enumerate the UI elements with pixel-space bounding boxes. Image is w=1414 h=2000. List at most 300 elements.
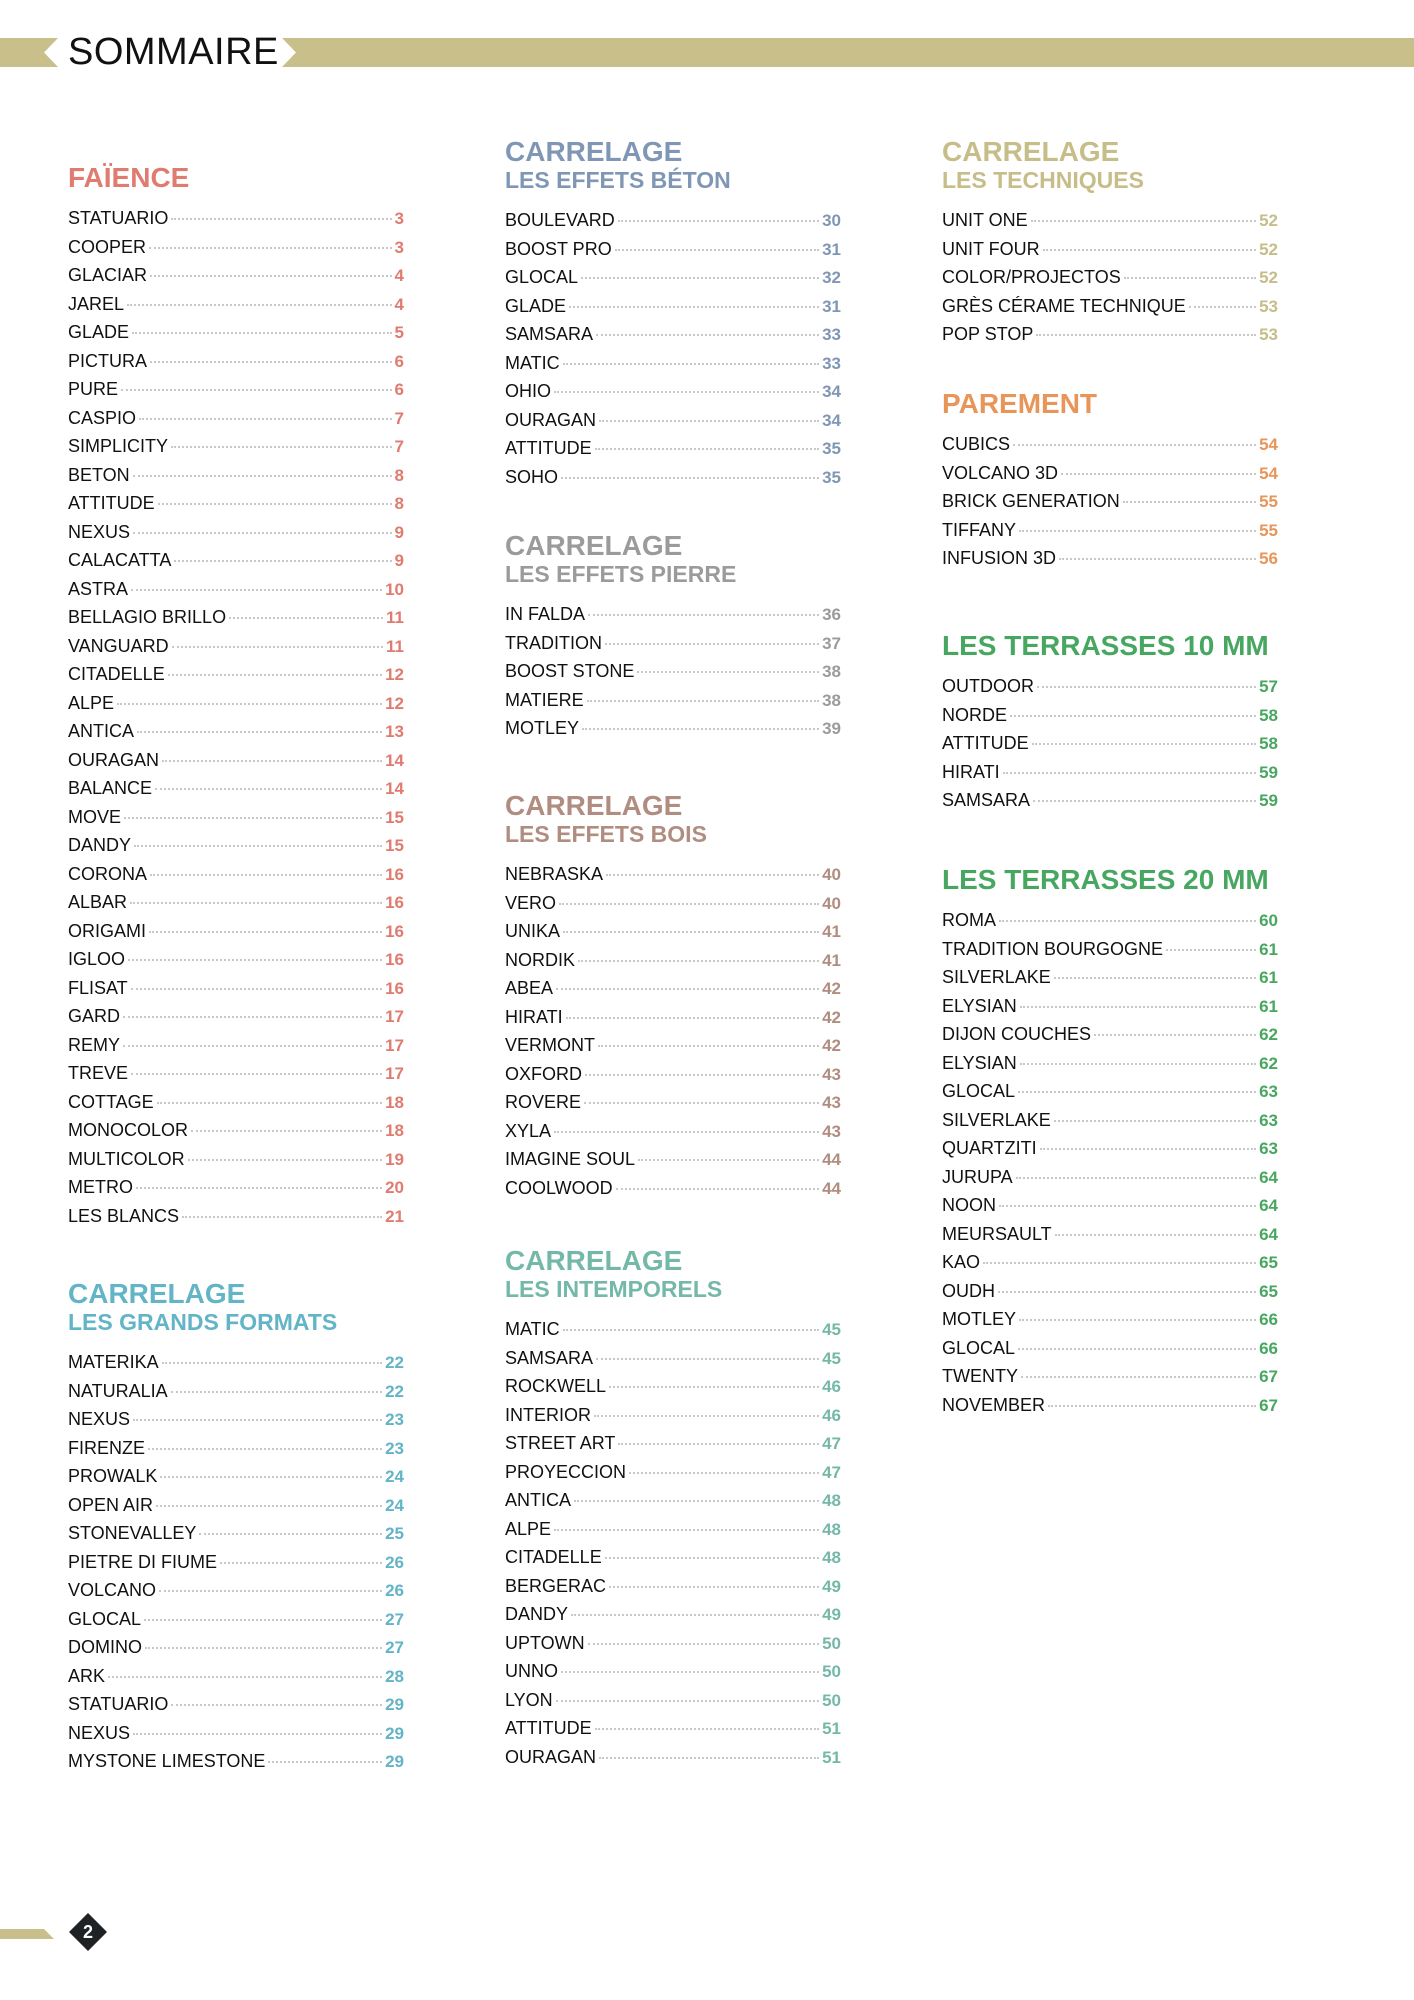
dot-leader bbox=[594, 1415, 819, 1417]
toc-entry[interactable] bbox=[68, 1059, 404, 1088]
toc-entry[interactable] bbox=[68, 1202, 404, 1231]
entry-page: 22 bbox=[385, 1353, 404, 1372]
entry-name: BALANCE bbox=[68, 778, 153, 798]
entry-name: XYLA bbox=[505, 1120, 552, 1141]
toc-entry[interactable] bbox=[942, 1106, 1278, 1135]
toc-entry[interactable] bbox=[68, 746, 404, 775]
toc-entry[interactable] bbox=[68, 1548, 404, 1577]
footer-bar bbox=[0, 1929, 56, 1939]
toc-entry[interactable] bbox=[942, 206, 1278, 235]
toc-entry[interactable] bbox=[942, 263, 1278, 292]
toc-entry[interactable] bbox=[505, 1429, 841, 1458]
toc-entry[interactable] bbox=[68, 1747, 404, 1776]
toc-entry[interactable] bbox=[68, 1690, 404, 1719]
entry-page: 49 bbox=[822, 1605, 841, 1624]
toc-entry[interactable] bbox=[68, 1633, 404, 1662]
toc-entry[interactable] bbox=[505, 860, 841, 889]
entry-name: DIJON COUCHES bbox=[942, 1024, 1092, 1044]
entry-page: 19 bbox=[385, 1149, 404, 1169]
dot-leader bbox=[172, 646, 383, 648]
toc-entry[interactable] bbox=[942, 292, 1278, 321]
entry-name: ALBAR bbox=[68, 892, 128, 912]
toc-entry[interactable] bbox=[505, 1315, 841, 1344]
entry-page: 59 bbox=[1259, 791, 1278, 810]
toc-entry[interactable] bbox=[505, 463, 841, 492]
toc-entry[interactable] bbox=[68, 689, 404, 718]
entry-page: 52 bbox=[1259, 239, 1278, 259]
entry-page: 61 bbox=[1259, 996, 1278, 1016]
dot-leader bbox=[149, 931, 382, 933]
toc-entry[interactable] bbox=[505, 889, 841, 918]
dot-leader bbox=[618, 220, 819, 222]
entry-name: BOULEVARD bbox=[505, 210, 615, 230]
toc-entry[interactable] bbox=[505, 1344, 841, 1373]
dot-leader bbox=[563, 931, 819, 933]
entry-page: 29 bbox=[385, 1723, 404, 1743]
dot-leader bbox=[182, 1216, 382, 1218]
toc-entry[interactable] bbox=[68, 575, 404, 604]
toc-entry[interactable] bbox=[942, 906, 1278, 935]
toc-entry[interactable] bbox=[505, 1372, 841, 1401]
toc-entry[interactable] bbox=[942, 487, 1278, 516]
toc-entry[interactable] bbox=[505, 946, 841, 975]
toc-entry[interactable] bbox=[68, 489, 404, 518]
dot-leader bbox=[561, 1671, 819, 1673]
toc-entry[interactable] bbox=[942, 1334, 1278, 1363]
toc-entry[interactable] bbox=[68, 603, 404, 632]
dot-leader bbox=[637, 671, 819, 673]
dot-leader bbox=[156, 1505, 382, 1507]
entry-name: ATTITUDE bbox=[505, 1718, 592, 1738]
entry-page: 42 bbox=[822, 1007, 841, 1027]
dot-leader bbox=[1054, 977, 1256, 979]
entry-page: 17 bbox=[385, 1007, 404, 1026]
toc-entry[interactable] bbox=[942, 1191, 1278, 1220]
toc-entry[interactable] bbox=[68, 1405, 404, 1434]
dot-leader bbox=[983, 1262, 1256, 1264]
toc-entry[interactable] bbox=[505, 1543, 841, 1572]
toc-entry[interactable] bbox=[942, 992, 1278, 1021]
entry-page: 51 bbox=[822, 1719, 841, 1738]
entry-page: 63 bbox=[1259, 1139, 1278, 1158]
toc-entry[interactable] bbox=[505, 1657, 841, 1686]
entry-name: ABEA bbox=[505, 978, 554, 998]
entry-page: 40 bbox=[822, 893, 841, 913]
entry-name: OURAGAN bbox=[505, 409, 597, 430]
toc-entry[interactable] bbox=[505, 1458, 841, 1487]
dot-leader bbox=[578, 960, 819, 962]
dot-leader bbox=[132, 332, 392, 334]
entry-name: BRICK GENERATION bbox=[942, 491, 1120, 511]
toc-entry[interactable] bbox=[68, 461, 404, 490]
dot-leader bbox=[150, 874, 382, 876]
entry-name: UNIKA bbox=[505, 921, 561, 941]
toc-entry[interactable] bbox=[68, 1662, 404, 1691]
dot-leader bbox=[618, 1443, 819, 1445]
page-title: SOMMAIRE bbox=[68, 31, 279, 73]
entry-name: OUTDOOR bbox=[942, 676, 1034, 696]
toc-entry[interactable] bbox=[505, 320, 841, 349]
toc-entry[interactable] bbox=[68, 774, 404, 803]
toc-entry[interactable] bbox=[942, 1220, 1278, 1249]
toc-entry[interactable] bbox=[68, 1605, 404, 1634]
entry-page: 61 bbox=[1259, 968, 1278, 987]
dot-leader bbox=[220, 1562, 382, 1564]
toc-entry[interactable] bbox=[68, 831, 404, 860]
dot-leader bbox=[588, 614, 819, 616]
toc-entry[interactable] bbox=[942, 1163, 1278, 1192]
dot-leader bbox=[616, 1188, 819, 1190]
toc-entry[interactable] bbox=[942, 430, 1278, 459]
toc-entry[interactable] bbox=[68, 261, 404, 290]
toc-entry[interactable] bbox=[942, 1391, 1278, 1420]
dot-leader bbox=[1036, 334, 1256, 336]
entry-page: 46 bbox=[822, 1405, 841, 1425]
toc-entry[interactable] bbox=[942, 1020, 1278, 1049]
dot-leader bbox=[561, 477, 819, 479]
toc-entry[interactable] bbox=[68, 860, 404, 889]
toc-entry[interactable] bbox=[942, 1248, 1278, 1277]
dot-leader bbox=[1123, 501, 1256, 503]
toc-entry[interactable] bbox=[942, 1362, 1278, 1391]
entry-name: ALPE bbox=[505, 1518, 552, 1539]
entry-page: 60 bbox=[1259, 911, 1278, 930]
dot-leader bbox=[584, 1102, 819, 1104]
toc-entry[interactable] bbox=[505, 600, 841, 629]
toc-entry[interactable] bbox=[505, 1515, 841, 1544]
entry-page: 63 bbox=[1259, 1110, 1278, 1130]
toc-entry[interactable] bbox=[505, 406, 841, 435]
dot-leader bbox=[128, 959, 382, 961]
toc-entry[interactable] bbox=[505, 1714, 841, 1743]
dot-leader bbox=[1124, 277, 1256, 279]
entry-page: 43 bbox=[822, 1064, 841, 1084]
toc-entry[interactable] bbox=[68, 974, 404, 1003]
entry-name: SIMPLICITY bbox=[68, 436, 169, 456]
section-subheading: LES EFFETS BÉTON bbox=[505, 167, 731, 193]
entry-page: 48 bbox=[822, 1548, 841, 1567]
entry-page: 29 bbox=[385, 1695, 404, 1714]
entry-page: 64 bbox=[1259, 1167, 1278, 1187]
toc-entry[interactable] bbox=[68, 518, 404, 547]
entry-name: COTTAGE bbox=[68, 1091, 154, 1112]
toc-entry[interactable] bbox=[505, 1572, 841, 1601]
entry-page: 55 bbox=[1259, 492, 1278, 511]
toc-entry[interactable] bbox=[505, 1031, 841, 1060]
dot-leader bbox=[133, 532, 392, 534]
toc-entry[interactable] bbox=[505, 629, 841, 658]
dot-leader bbox=[606, 874, 819, 876]
toc-entry[interactable] bbox=[68, 1116, 404, 1145]
entry-page: 59 bbox=[1259, 762, 1278, 782]
dot-leader bbox=[554, 391, 819, 393]
entry-name: OXFORD bbox=[505, 1063, 583, 1084]
dot-leader bbox=[585, 1074, 819, 1076]
toc-entry[interactable] bbox=[505, 1174, 841, 1203]
toc-entry[interactable] bbox=[68, 1088, 404, 1117]
dot-leader bbox=[571, 1614, 819, 1616]
entry-name: DANDY bbox=[68, 835, 132, 855]
toc-entry[interactable] bbox=[942, 758, 1278, 787]
entry-page: 50 bbox=[822, 1662, 841, 1681]
entry-name: BOOST PRO bbox=[505, 238, 612, 259]
entry-page: 56 bbox=[1259, 549, 1278, 568]
entry-name: OPEN AIR bbox=[68, 1494, 154, 1515]
toc-entry[interactable] bbox=[68, 1434, 404, 1463]
toc-entry[interactable] bbox=[68, 717, 404, 746]
toc-entry[interactable] bbox=[505, 263, 841, 292]
toc-entry[interactable] bbox=[68, 404, 404, 433]
entry-page: 12 bbox=[385, 665, 404, 684]
toc-entry[interactable] bbox=[942, 935, 1278, 964]
entry-page: 66 bbox=[1259, 1310, 1278, 1329]
toc-entry[interactable] bbox=[68, 1377, 404, 1406]
dot-leader bbox=[123, 1016, 382, 1018]
dot-leader bbox=[556, 1700, 819, 1702]
entry-page: 38 bbox=[822, 662, 841, 681]
entry-name: GLOCAL bbox=[505, 267, 579, 287]
toc-entry[interactable] bbox=[68, 1462, 404, 1491]
toc-entry[interactable] bbox=[505, 1743, 841, 1772]
dot-leader bbox=[1032, 743, 1256, 745]
entry-name: KAO bbox=[942, 1252, 981, 1272]
entry-page: 43 bbox=[822, 1093, 841, 1112]
entry-name: CITADELLE bbox=[505, 1547, 602, 1567]
entry-page: 67 bbox=[1259, 1367, 1278, 1386]
toc-entry[interactable] bbox=[505, 1060, 841, 1089]
toc-entry[interactable] bbox=[68, 1145, 404, 1174]
toc-entry[interactable] bbox=[505, 1003, 841, 1032]
entry-name: OUDH bbox=[942, 1280, 995, 1301]
toc-entry[interactable] bbox=[68, 1576, 404, 1605]
toc-entry[interactable] bbox=[68, 660, 404, 689]
entry-list bbox=[68, 1348, 404, 1776]
toc-entry[interactable] bbox=[942, 544, 1278, 573]
toc-entry[interactable] bbox=[68, 917, 404, 946]
entry-name: GARD bbox=[68, 1006, 121, 1026]
entry-name: ALPE bbox=[68, 692, 115, 713]
toc-entry[interactable] bbox=[68, 546, 404, 575]
toc-entry[interactable] bbox=[68, 204, 404, 233]
toc-entry[interactable] bbox=[68, 945, 404, 974]
entry-name: SILVERLAKE bbox=[942, 1109, 1051, 1130]
entry-name: HIRATI bbox=[942, 761, 1000, 782]
toc-entry[interactable] bbox=[505, 714, 841, 743]
section-heading: LES TERRASSES 10 MM bbox=[942, 630, 1269, 661]
entry-page: 6 bbox=[394, 380, 404, 399]
toc-entry[interactable] bbox=[68, 1002, 404, 1031]
entry-page: 62 bbox=[1259, 1053, 1278, 1073]
toc-entry[interactable] bbox=[505, 1629, 841, 1658]
entry-name: ELYSIAN bbox=[942, 995, 1017, 1016]
dot-leader bbox=[599, 1757, 819, 1759]
toc-entry[interactable] bbox=[505, 974, 841, 1003]
toc-entry[interactable] bbox=[942, 1277, 1278, 1306]
entry-name: MATERIKA bbox=[68, 1352, 159, 1372]
entry-name: PURE bbox=[68, 379, 119, 399]
toc-entry[interactable] bbox=[68, 318, 404, 347]
toc-entry[interactable] bbox=[505, 917, 841, 946]
toc-entry[interactable] bbox=[505, 1088, 841, 1117]
dot-leader bbox=[199, 1533, 382, 1535]
entry-name: OHIO bbox=[505, 381, 552, 401]
dot-leader bbox=[629, 1472, 819, 1474]
toc-entry[interactable] bbox=[68, 233, 404, 262]
entry-name: SOHO bbox=[505, 466, 559, 487]
section-subheading: LES TECHNIQUES bbox=[942, 167, 1144, 193]
entry-page: 3 bbox=[394, 209, 404, 228]
entry-page: 64 bbox=[1259, 1224, 1278, 1244]
page-number: 2 bbox=[82, 1922, 93, 1942]
toc-entry[interactable] bbox=[68, 347, 404, 376]
entry-name: PROYECCION bbox=[505, 1461, 627, 1482]
entry-page: 38 bbox=[822, 690, 841, 710]
entry-name: DOMINO bbox=[68, 1637, 142, 1657]
toc-entry[interactable] bbox=[505, 377, 841, 406]
entry-page: 44 bbox=[822, 1178, 841, 1198]
entry-name: MYSTONE LIMESTONE bbox=[68, 1751, 266, 1771]
entry-name: CITADELLE bbox=[68, 664, 165, 684]
dot-leader bbox=[574, 1500, 819, 1502]
entry-list bbox=[505, 206, 841, 491]
entry-page: 51 bbox=[822, 1747, 841, 1767]
section-heading: LES TERRASSES 20 MM bbox=[942, 864, 1269, 895]
toc-entry[interactable] bbox=[942, 320, 1278, 349]
toc-entry[interactable] bbox=[505, 235, 841, 264]
toc-entry[interactable] bbox=[505, 349, 841, 378]
dot-leader bbox=[131, 988, 382, 990]
toc-entry[interactable] bbox=[942, 701, 1278, 730]
toc-entry[interactable] bbox=[505, 1401, 841, 1430]
toc-entry[interactable] bbox=[68, 375, 404, 404]
entry-name: MULTICOLOR bbox=[68, 1148, 185, 1169]
entry-page: 42 bbox=[822, 979, 841, 998]
entry-name: VERMONT bbox=[505, 1035, 595, 1055]
toc-entry[interactable] bbox=[942, 1134, 1278, 1163]
entry-name: ELYSIAN bbox=[942, 1052, 1017, 1073]
dot-leader bbox=[159, 1590, 382, 1592]
toc-entry[interactable] bbox=[505, 292, 841, 321]
toc-entry[interactable] bbox=[942, 235, 1278, 264]
toc-entry[interactable] bbox=[505, 1686, 841, 1715]
entry-name: VERO bbox=[505, 892, 557, 913]
toc-entry[interactable] bbox=[68, 803, 404, 832]
entry-name: ROMA bbox=[942, 910, 996, 930]
toc-entry[interactable] bbox=[505, 1117, 841, 1146]
dot-leader bbox=[554, 1529, 819, 1531]
section-heading: CARRELAGE bbox=[68, 1278, 246, 1309]
dot-leader bbox=[133, 1419, 382, 1421]
toc-entry[interactable] bbox=[68, 1719, 404, 1748]
toc-entry[interactable] bbox=[942, 786, 1278, 815]
entry-name: INFUSION 3D bbox=[942, 548, 1057, 568]
entry-page: 15 bbox=[385, 807, 404, 827]
toc-entry[interactable] bbox=[942, 516, 1278, 545]
toc-entry[interactable] bbox=[942, 1049, 1278, 1078]
dot-leader bbox=[581, 277, 819, 279]
entry-name: VANGUARD bbox=[68, 635, 169, 656]
dot-leader bbox=[130, 902, 382, 904]
toc-entry[interactable] bbox=[68, 1519, 404, 1548]
toc-entry[interactable] bbox=[942, 729, 1278, 758]
dot-leader bbox=[1020, 1063, 1256, 1065]
toc-entry[interactable] bbox=[505, 434, 841, 463]
entry-list bbox=[505, 860, 841, 1202]
entry-page: 32 bbox=[822, 268, 841, 287]
entry-name: QUARTZITI bbox=[942, 1138, 1037, 1158]
dot-leader bbox=[268, 1761, 382, 1763]
dot-leader bbox=[609, 1586, 819, 1588]
entry-page: 4 bbox=[394, 266, 404, 285]
dot-leader bbox=[563, 1329, 819, 1331]
toc-entry[interactable] bbox=[68, 632, 404, 661]
entry-name: MOTLEY bbox=[942, 1309, 1017, 1329]
toc-entry[interactable] bbox=[505, 686, 841, 715]
entry-name: PIETRE DI FIUME bbox=[68, 1551, 218, 1572]
entry-page: 7 bbox=[394, 408, 404, 428]
dot-leader bbox=[588, 1643, 819, 1645]
entry-page: 50 bbox=[822, 1690, 841, 1710]
toc-entry[interactable] bbox=[68, 888, 404, 917]
entry-page: 35 bbox=[822, 467, 841, 487]
toc-entry[interactable] bbox=[505, 1145, 841, 1174]
toc-entry[interactable] bbox=[505, 657, 841, 686]
dot-leader bbox=[157, 1102, 382, 1104]
toc-entry[interactable] bbox=[505, 1600, 841, 1629]
entry-name: BOOST STONE bbox=[505, 661, 635, 681]
dot-leader bbox=[124, 817, 382, 819]
section-subheading: LES EFFETS BOIS bbox=[505, 821, 707, 847]
entry-name: MEURSAULT bbox=[942, 1223, 1052, 1244]
entry-name: NOON bbox=[942, 1195, 996, 1215]
toc-entry[interactable] bbox=[505, 206, 841, 235]
toc-entry[interactable] bbox=[942, 1305, 1278, 1334]
toc-entry[interactable] bbox=[942, 963, 1278, 992]
entry-name: SAMSARA bbox=[942, 790, 1031, 810]
toc-entry[interactable] bbox=[68, 1348, 404, 1377]
entry-page: 44 bbox=[822, 1150, 841, 1169]
dot-leader bbox=[171, 446, 392, 448]
entry-page: 23 bbox=[385, 1410, 404, 1429]
entry-name: COOLWOOD bbox=[505, 1177, 613, 1198]
entry-page: 25 bbox=[385, 1524, 404, 1543]
entry-page: 33 bbox=[822, 353, 841, 373]
dot-leader bbox=[1018, 1091, 1256, 1093]
section-techniques bbox=[942, 138, 1278, 349]
entry-page: 33 bbox=[822, 325, 841, 344]
dot-leader bbox=[145, 1647, 382, 1649]
toc-entry[interactable] bbox=[942, 1077, 1278, 1106]
dot-leader bbox=[569, 306, 819, 308]
entry-name: LES BLANCS bbox=[68, 1205, 180, 1226]
toc-entry[interactable] bbox=[68, 1491, 404, 1520]
toc-entry[interactable] bbox=[68, 1031, 404, 1060]
toc-entry[interactable] bbox=[942, 459, 1278, 488]
entry-page: 8 bbox=[394, 494, 404, 513]
toc-entry[interactable] bbox=[68, 290, 404, 319]
toc-entry[interactable] bbox=[68, 1173, 404, 1202]
toc-entry[interactable] bbox=[942, 672, 1278, 701]
dot-leader bbox=[596, 334, 819, 336]
toc-entry[interactable] bbox=[505, 1486, 841, 1515]
toc-entry[interactable] bbox=[68, 432, 404, 461]
entry-name: ARK bbox=[68, 1665, 106, 1686]
entry-name: LYON bbox=[505, 1689, 553, 1710]
dot-leader bbox=[150, 275, 392, 277]
dot-leader bbox=[127, 304, 392, 306]
entry-name: NOVEMBER bbox=[942, 1394, 1046, 1415]
section-grands-formats bbox=[68, 1280, 404, 1776]
